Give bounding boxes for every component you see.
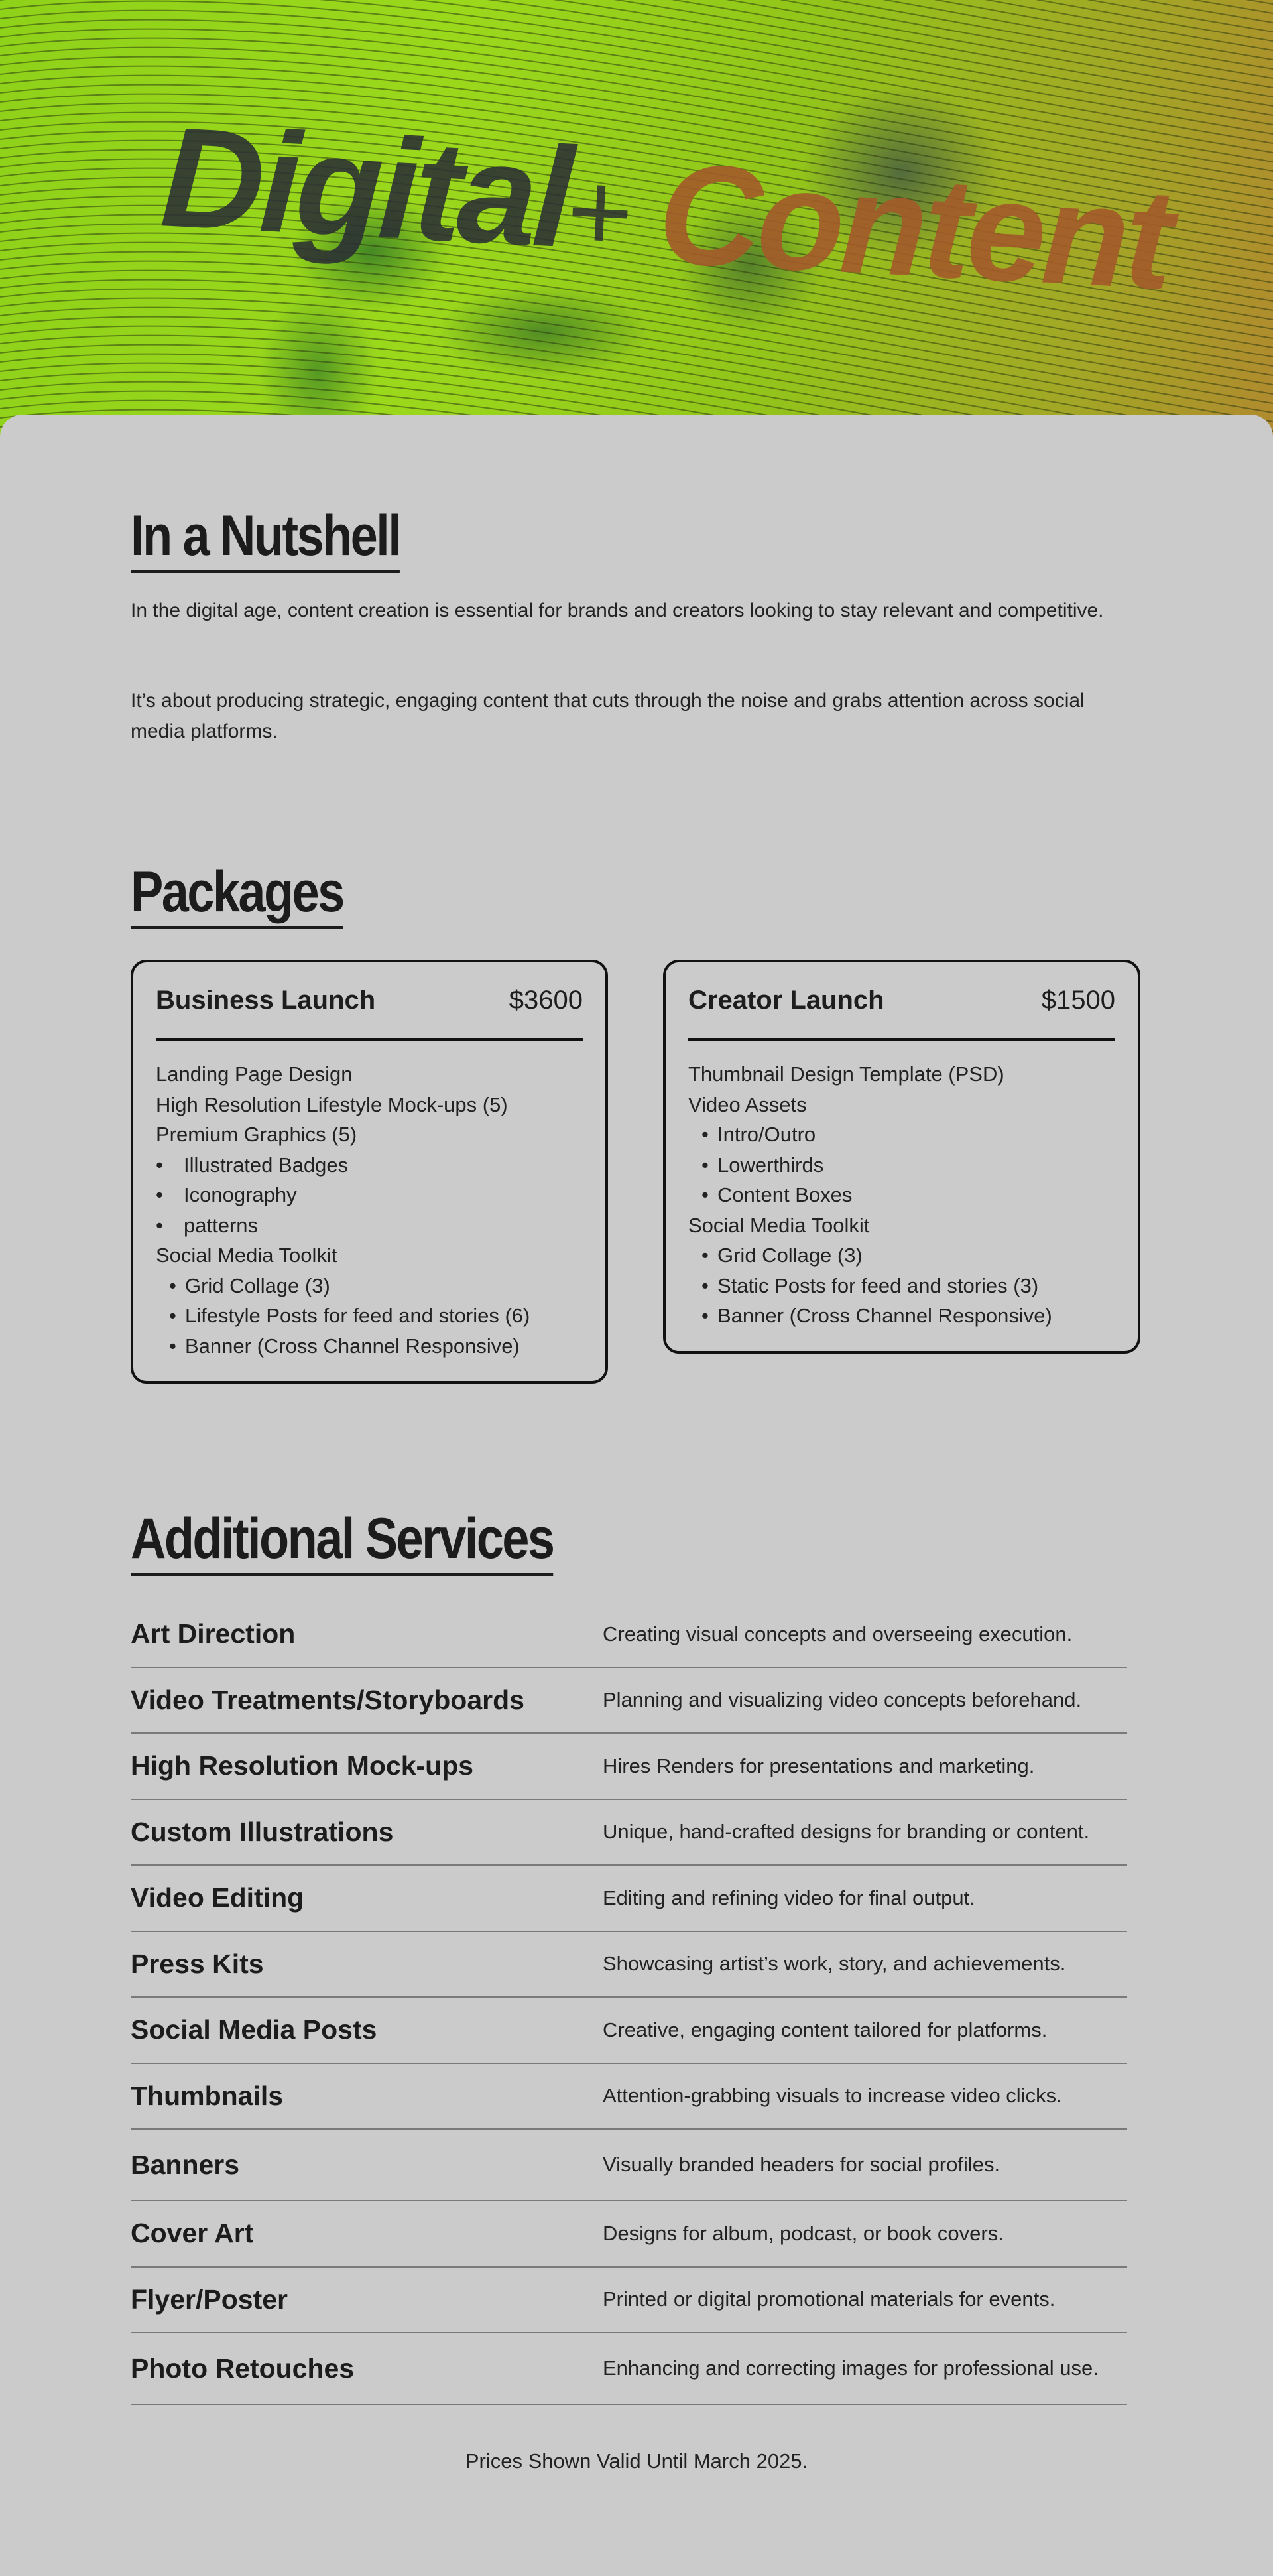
- service-description: Visually branded headers for social profiles.: [603, 2153, 1000, 2176]
- service-name: Press Kits: [131, 1948, 264, 1979]
- services-table: [131, 1602, 1127, 2405]
- hero-title-word-2: Content: [654, 133, 1174, 320]
- package-price: $3600: [509, 985, 583, 1015]
- services-heading: Additional Services: [131, 1510, 553, 1576]
- package-item: [688, 1150, 1115, 1181]
- package-item-text: Content Boxes: [717, 1183, 853, 1206]
- bullet-icon: •: [156, 1213, 163, 1237]
- package-item-text: Iconography: [184, 1183, 297, 1206]
- service-name: High Resolution Mock-ups: [131, 1750, 474, 1781]
- service-description: Creating visual concepts and overseeing execution.: [603, 1622, 1073, 1645]
- bullet-icon: •: [701, 1123, 709, 1146]
- service-description: Designs for album, podcast, or book covers.: [603, 2221, 1004, 2245]
- service-description: Editing and refining video for final output.: [603, 1886, 975, 1909]
- package-card-creator: [663, 960, 1140, 1354]
- service-name: Cover Art: [131, 2218, 254, 2249]
- package-item-text: Social Media Toolkit: [688, 1213, 870, 1237]
- nutshell-paragraph-1: In the digital age, content creation is essential for brands and creators looking to stay relevant and competitive.: [131, 600, 1104, 621]
- package-item: [688, 1301, 1115, 1331]
- service-description: Hires Renders for presentations and marketing.: [603, 1754, 1035, 1777]
- package-item: [156, 1240, 583, 1271]
- service-name: Photo Retouches: [131, 2352, 355, 2384]
- service-description: Enhancing and correcting images for professional use.: [603, 2356, 1099, 2380]
- service-description: Printed or digital promotional materials for events.: [603, 2287, 1056, 2311]
- service-row: [131, 1998, 1127, 2064]
- package-item-text: Banner (Cross Channel Responsive): [717, 1304, 1052, 1327]
- service-name: Art Direction: [131, 1618, 296, 1649]
- package-item: [156, 1301, 583, 1331]
- service-name: Custom Illustrations: [131, 1816, 394, 1847]
- packages-heading: Packages: [131, 864, 343, 929]
- hero-banner: [0, 0, 1273, 438]
- service-name: Thumbnails: [131, 2080, 284, 2111]
- package-item: [156, 1271, 583, 1301]
- package-item: [156, 1180, 583, 1210]
- package-name: Business Launch: [156, 985, 376, 1015]
- package-item: [156, 1120, 583, 1150]
- service-row: [131, 1734, 1127, 1800]
- service-row: [131, 2064, 1127, 2130]
- service-name: Banners: [131, 2149, 240, 2180]
- package-item: [688, 1271, 1115, 1301]
- bullet-icon: •: [701, 1183, 709, 1206]
- package-item: [156, 1331, 583, 1362]
- package-name: Creator Launch: [688, 985, 884, 1015]
- service-row: [131, 1602, 1127, 1668]
- service-description: Unique, hand-crafted designs for branding or content.: [603, 1820, 1090, 1844]
- bullet-icon: •: [169, 1334, 176, 1358]
- service-row: [131, 1932, 1127, 1998]
- bullet-icon: •: [701, 1304, 709, 1327]
- package-item-list: [688, 1041, 1115, 1351]
- service-row: [131, 2201, 1127, 2268]
- package-item: [688, 1120, 1115, 1150]
- service-row: [131, 1668, 1127, 1734]
- package-item: [688, 1059, 1115, 1090]
- package-item-text: Illustrated Badges: [184, 1153, 349, 1177]
- package-item-text: Grid Collage (3): [717, 1244, 863, 1267]
- bullet-icon: •: [701, 1153, 709, 1177]
- package-item-text: Banner (Cross Channel Responsive): [185, 1334, 520, 1358]
- package-item-text: Grid Collage (3): [185, 1273, 330, 1297]
- nutshell-paragraph-2: It’s about producing strategic, engaging content that cuts through the noise and grabs attention across social media platforms.: [131, 690, 1085, 742]
- package-item-list: [156, 1041, 583, 1381]
- package-item-text: Landing Page Design: [156, 1063, 353, 1086]
- package-item-text: High Resolution Lifestyle Mock-ups (5): [156, 1092, 508, 1116]
- package-item: [156, 1210, 583, 1241]
- package-item-text: Lowerthirds: [717, 1153, 824, 1177]
- package-price: $1500: [1041, 985, 1115, 1015]
- package-item-text: Video Assets: [688, 1092, 807, 1116]
- service-row: [131, 2268, 1127, 2334]
- hero-title-word-1: Digital: [157, 96, 574, 278]
- service-name: Video Treatments/Storyboards: [131, 1684, 524, 1715]
- service-row: [131, 2130, 1127, 2201]
- package-item-text: Social Media Toolkit: [156, 1244, 337, 1267]
- package-header: [156, 962, 583, 1041]
- package-card-business: [131, 960, 608, 1384]
- nutshell-heading: In a Nutshell: [131, 507, 400, 573]
- package-item: [156, 1059, 583, 1090]
- package-item: [688, 1240, 1115, 1271]
- package-item-text: Lifestyle Posts for feed and stories (6): [185, 1304, 530, 1327]
- package-item: [688, 1090, 1115, 1120]
- service-description: Creative, engaging content tailored for platforms.: [603, 2018, 1048, 2041]
- bullet-icon: •: [169, 1304, 176, 1327]
- service-row: [131, 1866, 1127, 1932]
- service-description: Showcasing artist’s work, story, and achievements.: [603, 1952, 1066, 1976]
- package-item-text: Intro/Outro: [717, 1123, 816, 1146]
- service-row: [131, 1800, 1127, 1866]
- bullet-icon: •: [701, 1273, 709, 1297]
- service-name: Flyer/Poster: [131, 2284, 288, 2315]
- package-item: [688, 1180, 1115, 1210]
- package-item: [156, 1150, 583, 1181]
- package-item-text: patterns: [184, 1213, 259, 1237]
- service-name: Social Media Posts: [131, 2014, 377, 2045]
- package-item-text: Premium Graphics (5): [156, 1123, 357, 1146]
- prices-footnote: Prices Shown Valid Until March 2025.: [465, 2449, 808, 2473]
- hero-title-separator: +: [562, 147, 635, 277]
- bullet-icon: •: [156, 1183, 163, 1206]
- package-item: [688, 1210, 1115, 1241]
- package-header: [688, 962, 1115, 1041]
- package-item-text: Static Posts for feed and stories (3): [717, 1273, 1039, 1297]
- service-row: [131, 2333, 1127, 2405]
- service-name: Video Editing: [131, 1882, 304, 1913]
- service-description: Planning and visualizing video concepts beforehand.: [603, 1688, 1082, 1712]
- package-item-text: Thumbnail Design Template (PSD): [688, 1063, 1004, 1086]
- bullet-icon: •: [169, 1273, 176, 1297]
- bullet-icon: •: [156, 1153, 163, 1177]
- service-description: Attention-grabbing visuals to increase video clicks.: [603, 2084, 1062, 2108]
- package-item: [156, 1090, 583, 1120]
- bullet-icon: •: [701, 1244, 709, 1267]
- hero-title: [0, 0, 1273, 438]
